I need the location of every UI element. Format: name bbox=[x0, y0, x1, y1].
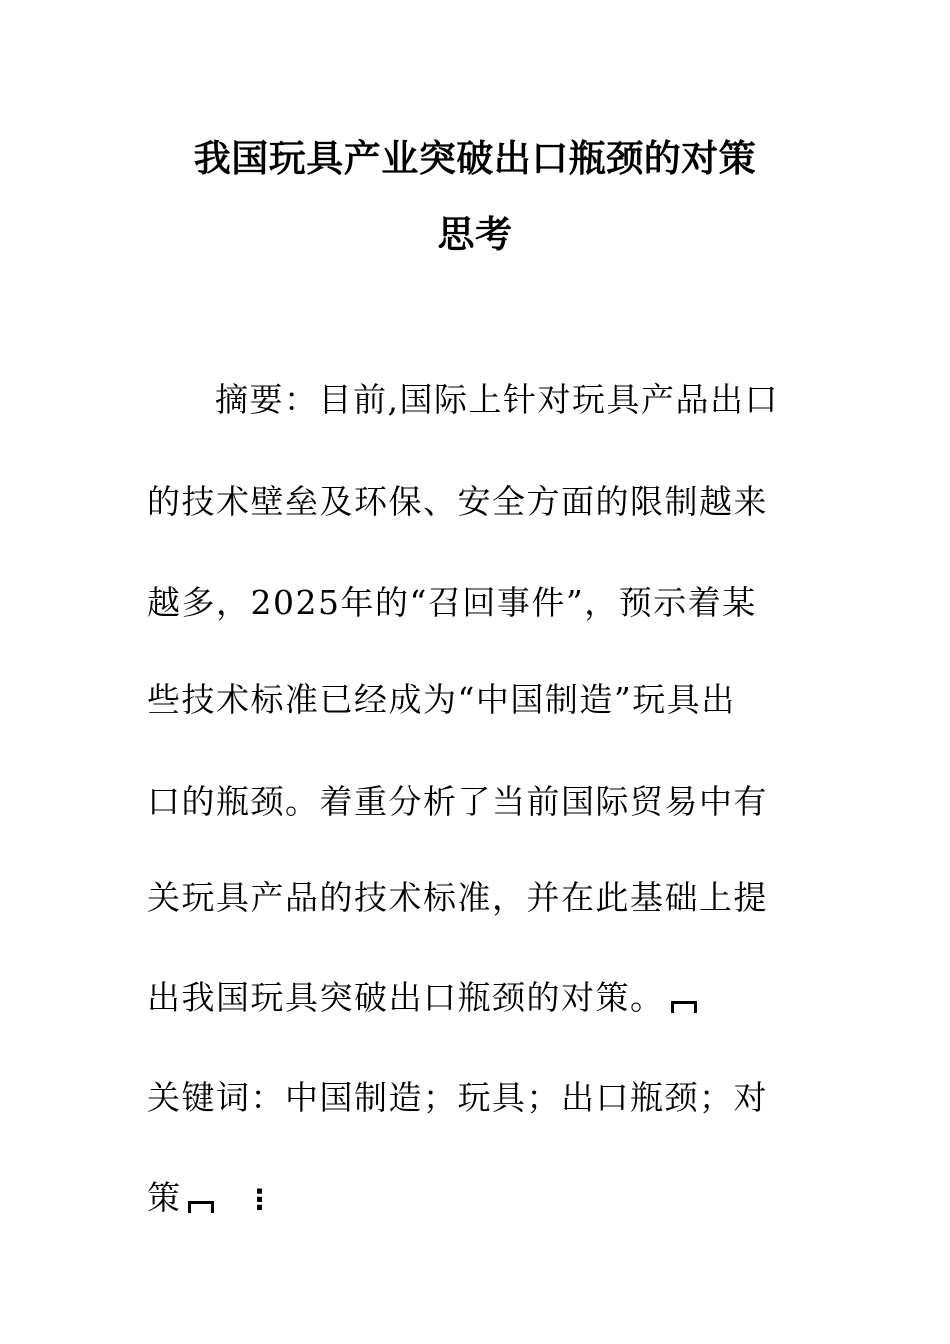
abstract-line-4: 些技术标准已经成为“中国制造”玩具出 bbox=[147, 680, 736, 719]
keywords-line-2-wrapper bbox=[147, 1178, 807, 1220]
paragraph-mark-icon bbox=[188, 1201, 214, 1213]
abstract-line-7: 出我国玩具突破出口瓶颈的对策。 bbox=[147, 978, 665, 1017]
abstract-line-2: 的技术壁垒及环保、安全方面的限制越来 bbox=[147, 482, 768, 521]
keywords-line-1: 关键词：中国制造；玩具；出口瓶颈；对 bbox=[147, 1078, 768, 1117]
abstract-line-5: 口的瓶颈。着重分析了当前国际贸易中有 bbox=[147, 782, 768, 821]
document-title-line-2: 思考 bbox=[437, 213, 513, 256]
abstract-line-1: 摘要：目前,国际上针对玩具产品出口 bbox=[215, 380, 779, 419]
document-title-line-1: 我国玩具产业突破出口瓶颈的对策 bbox=[193, 137, 757, 180]
paragraph-mark-icon bbox=[671, 1001, 697, 1013]
abstract-line-6: 关玩具产品的技术标准，并在此基础上提 bbox=[147, 878, 768, 917]
abstract-line-3: 越多，2025年的“召回事件”，预示着某 bbox=[147, 583, 757, 622]
vertical-ellipsis-icon: ⋮ bbox=[245, 1183, 275, 1216]
abstract-line-7-wrapper bbox=[147, 978, 807, 1018]
keywords-line-2: 策 bbox=[147, 1178, 182, 1217]
